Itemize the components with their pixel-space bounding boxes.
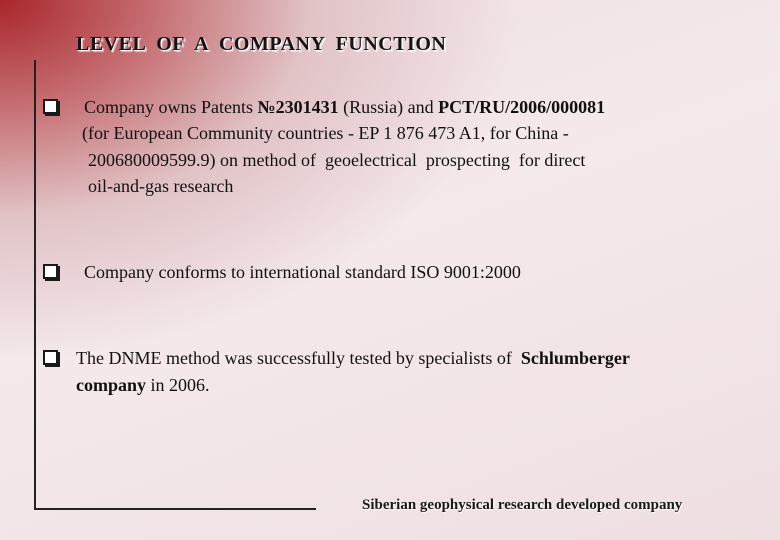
bullet-schlumberger-line-2: company in 2006. — [76, 375, 210, 395]
vertical-rule — [34, 60, 36, 510]
square-bullet-icon — [43, 264, 58, 279]
horizontal-rule — [34, 508, 316, 510]
bullet-patents-line-2: (for European Community countries - EP 1 876 473 A1, for China - — [82, 123, 569, 143]
bullet-patents-line-4: oil-and-gas research — [88, 176, 234, 196]
footer-company-name: Siberian geophysical research developed company — [362, 497, 683, 513]
bullet-patents-line-3: 200680009599.9) on method of geoelectrical prospecting for direct — [88, 150, 586, 170]
square-bullet-icon — [43, 350, 58, 365]
square-bullet-icon — [43, 99, 58, 114]
bullet-iso-text: Company conforms to international standard ISO 9001:2000 — [84, 262, 521, 282]
bullet-schlumberger-line-1: The DNME method was successfully tested by specialists of Schlumberger — [76, 348, 630, 368]
slide-title: LEVEL OF A COMPANY FUNCTION — [76, 33, 447, 55]
bullet-patents-line-1: Company owns Patents №2301431 (Russia) and PCT/RU/2006/000081 — [84, 97, 606, 117]
